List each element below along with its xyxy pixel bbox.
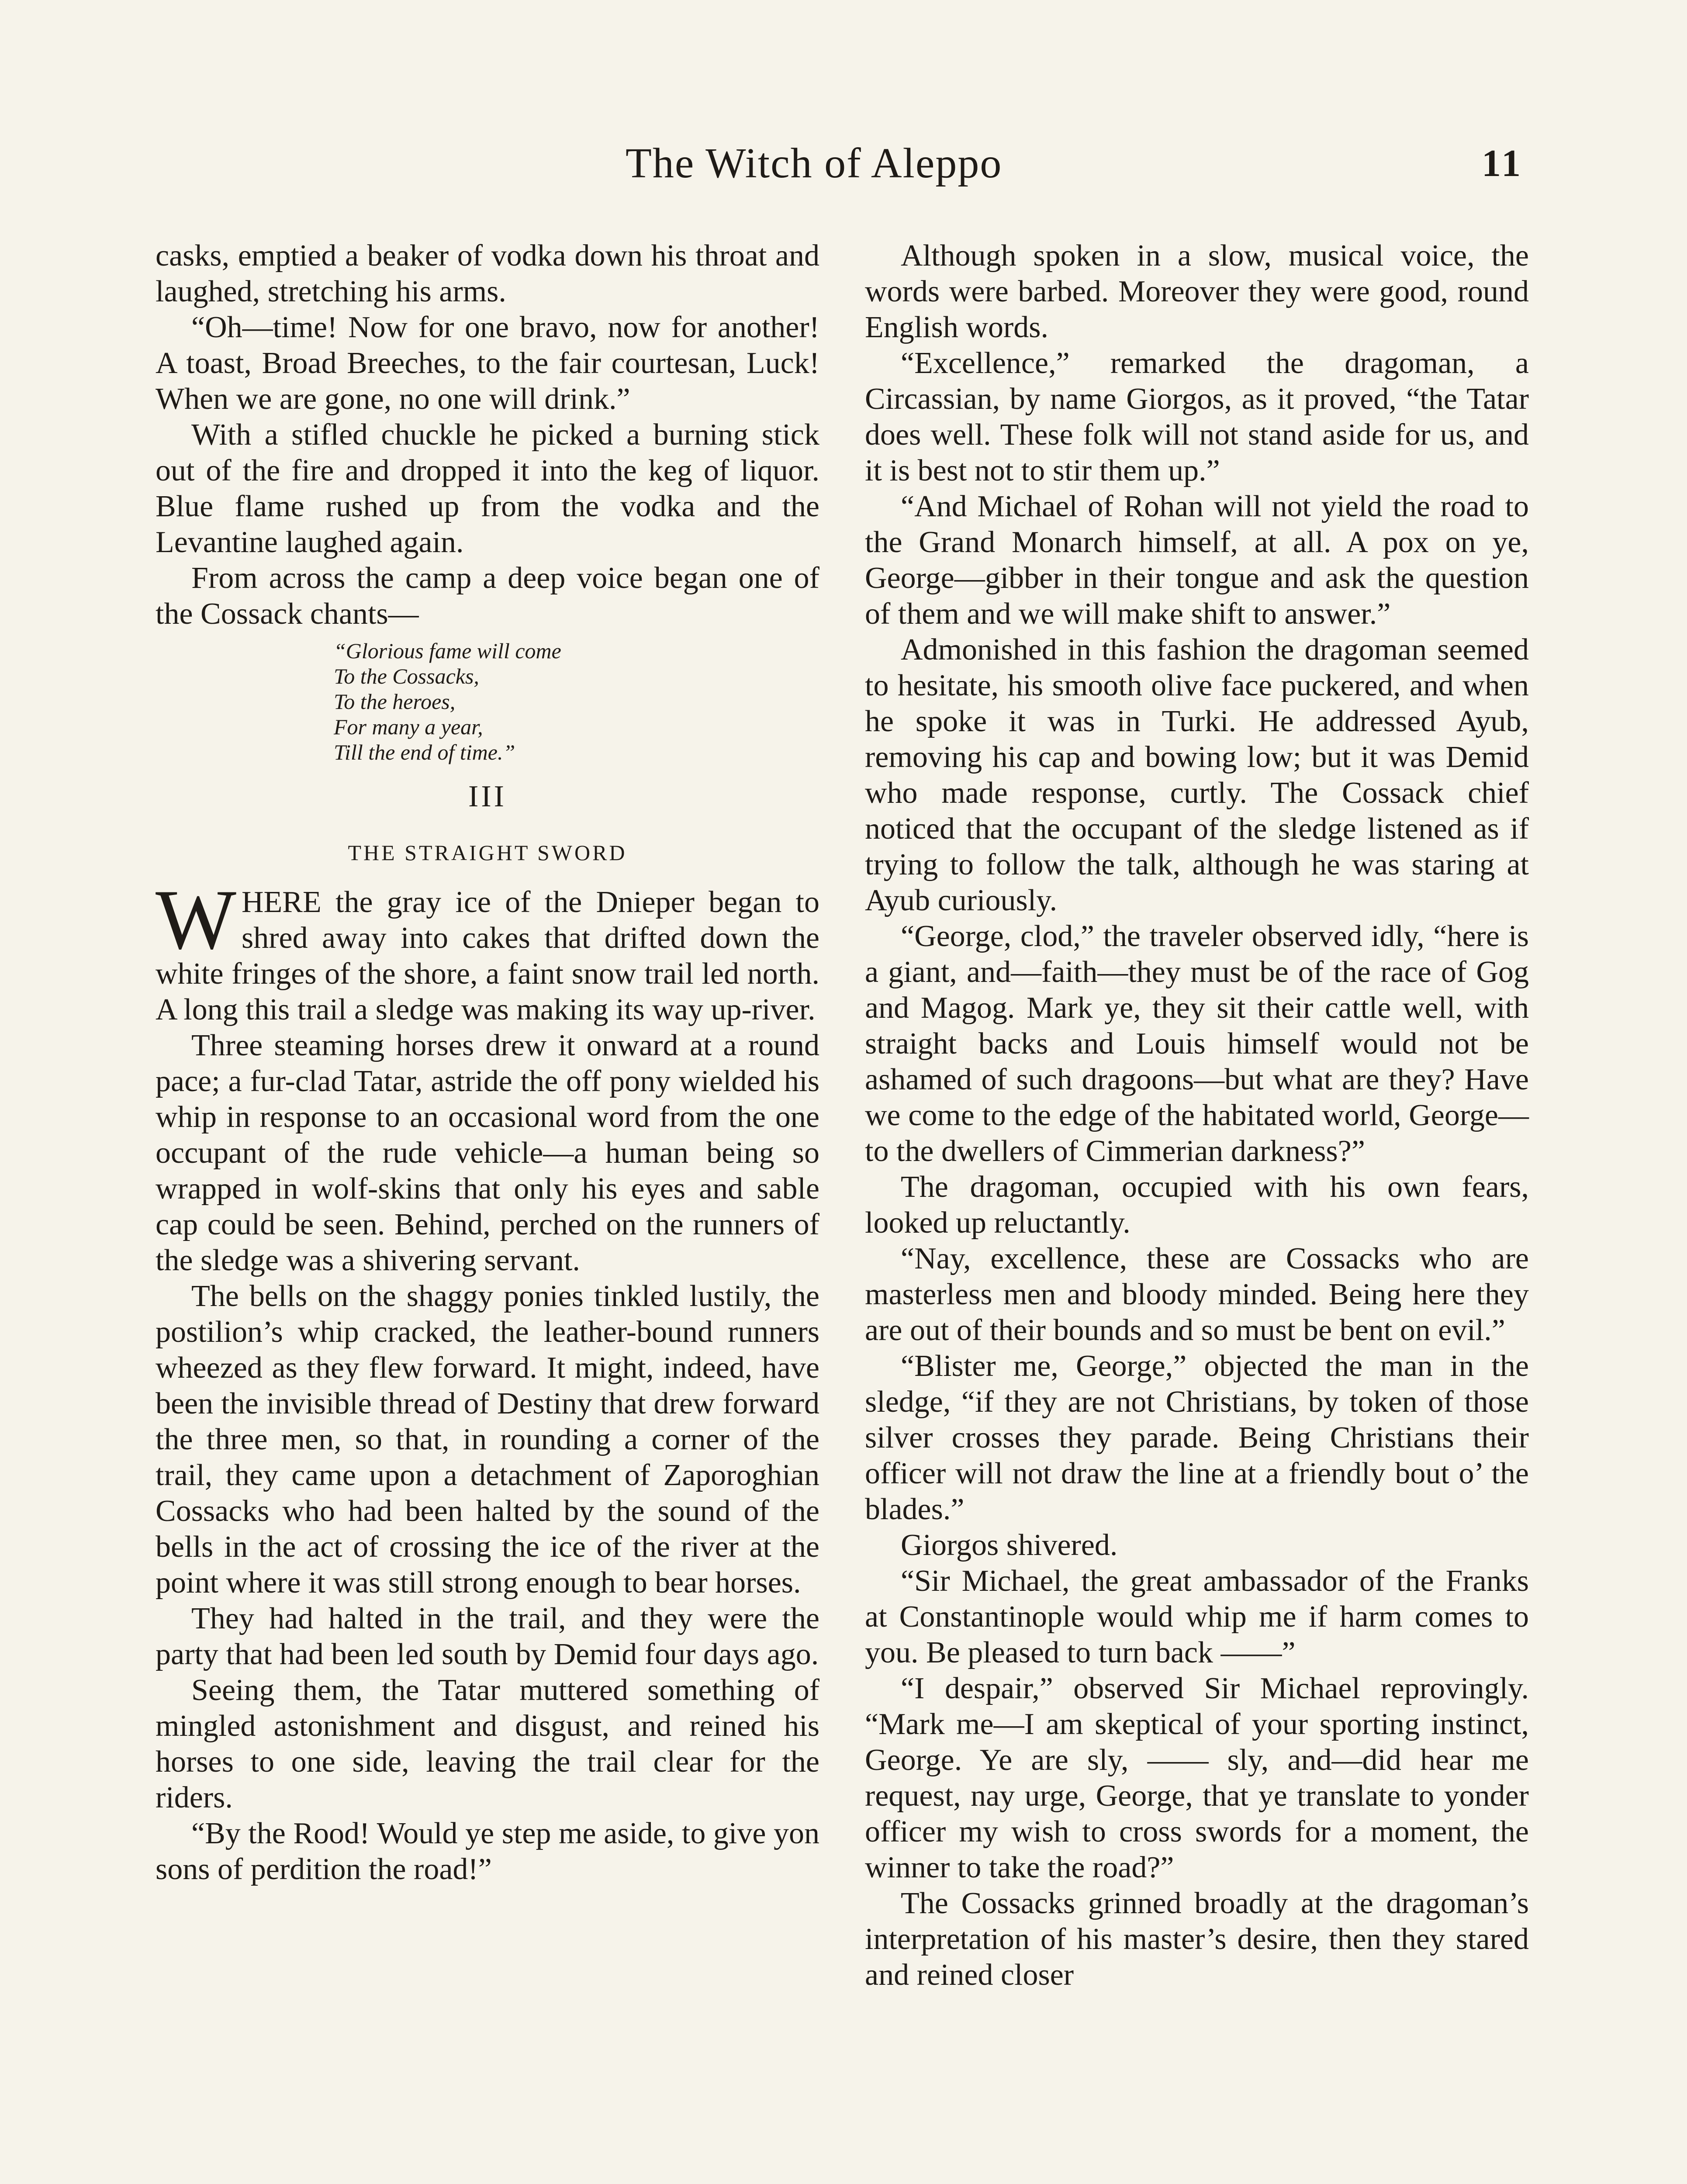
paragraph: “By the Rood! Would ye step me aside, to give yon sons of perdition the road!” xyxy=(156,1817,819,1886)
paragraph: With a stifled chuckle he picked a burning stick out of the fire and dropped it into the keg of liquor. Blue flame rushed up from the vodka and the Levantine laughed again. xyxy=(156,418,819,559)
verse-line: Till the end of time.” xyxy=(334,740,515,764)
paragraph: “And Michael of Rohan will not yield the road to the Grand Monarch himself, at all. A pox on ye, George—gibber in their tongue and ask the question of them and we will make shift to answer.” xyxy=(865,490,1529,631)
verse-line: To the heroes, xyxy=(334,689,456,714)
paragraph-text: HERE the gray ice of the Dnieper began to shred away into cakes that drifted down the white fringes of the shore, a faint snow trail led north. A long this trail a sledge was making its way up-river. xyxy=(156,885,819,1026)
cossack-chant-verse xyxy=(334,638,819,765)
running-title: The Witch of Aleppo xyxy=(626,140,1003,187)
paragraph: The Cossacks grinned broadly at the dragoman’s interpretation of his master’s desire, then they stared and reined closer xyxy=(865,1887,1529,1992)
paragraph: They had halted in the trail, and they were the party that had been led south by Demid four days ago. xyxy=(156,1602,819,1671)
paragraph: “Nay, excellence, these are Cossacks who are masterless men and bloody minded. Being here they are out of their bounds and so must be bent on evil.” xyxy=(865,1242,1529,1347)
page-header xyxy=(0,139,1687,204)
paragraph: The bells on the shaggy ponies tinkled lustily, the postilion’s whip cracked, the leather-bound runners wheezed as they flew forward. It might, indeed, have been the invisible thread of Destiny that drew forward the three men, so that, in rounding a corner of the trail, they came upon a detachment of Zaporoghian Cossacks who had been halted by the sound of the bells in the act of crossing the ice of the river at the point where it was still strong enough to bear horses. xyxy=(156,1279,819,1600)
paragraph: “Blister me, George,” objected the man in the sledge, “if they are not Christians, by token of those silver crosses they parade. Being Christians their officer will not draw the line at a friendly bout o’ the blades.” xyxy=(865,1349,1529,1526)
paragraph: The dragoman, occupied with his own fears, looked up reluctantly. xyxy=(865,1170,1529,1240)
paragraph: Although spoken in a slow, musical voice, the words were barbed. Moreover they were good, round English words. xyxy=(865,239,1529,344)
paragraph: From across the camp a deep voice began one of the Cossack chants— xyxy=(156,561,819,631)
paragraph: casks, emptied a beaker of vodka down his throat and laughed, stretching his arms. xyxy=(156,239,819,308)
page-number: 11 xyxy=(1482,142,1524,185)
chapter-title: THE STRAIGHT SWORD xyxy=(348,840,627,865)
paragraph: “Sir Michael, the great ambassador of the Franks at Constantinople would whip me if harm comes to you. Be pleased to turn back ——” xyxy=(865,1564,1529,1669)
verse-line: For many a year, xyxy=(334,715,483,739)
paragraph: Seeing them, the Tatar muttered something of mingled astonishment and disgust, and reined his horses to one side, leaving the trail clear for the riders. xyxy=(156,1673,819,1814)
paragraph: Giorgos shivered. xyxy=(901,1528,1118,1562)
left-column xyxy=(156,238,819,1887)
paragraph: Three steaming horses drew it onward at a round pace; a fur-clad Tatar, astride the off pony wielded his whip in response to an occasional word from the one occupant of the rude vehicle—a human being so wrapped in wolf-skins that only his eyes and sable cap could be seen. Behind, perched on the runners of the sledge was a shivering servant. xyxy=(156,1029,819,1277)
paragraph: “Oh—time! Now for one bravo, now for another! A toast, Broad Breeches, to the fair courtesan, Luck! When we are gone, no one will drink.” xyxy=(156,311,819,416)
right-column xyxy=(865,238,1529,1993)
paragraph: “I despair,” observed Sir Michael reprovingly. “Mark me—I am skeptical of your sporting instinct, George. Ye are sly, —— sly, and—did hear me request, nay urge, George, that ye translate to yonder officer my wish to cross swords for a moment, the winner to take the road?” xyxy=(865,1672,1529,1884)
drop-cap: W xyxy=(156,872,236,967)
chapter-number: III xyxy=(468,780,507,813)
paragraph: “George, clod,” the traveler observed idly, “here is a giant, and—faith—they must be of the race of Gog and Magog. Mark ye, they sit their cattle well, with straight backs and Louis himself would not be ashamed of such dragoons—but what are they? Have we come to the edge of the habitated world, George—to the dwellers of Cimmerian darkness?” xyxy=(865,919,1529,1168)
paragraph: Admonished in this fashion the dragoman seemed to hesitate, his smooth olive face puckered, and when he spoke it was in Turki. He addressed Ayub, removing his cap and bowing low; but it was Demid who made response, curtly. The Cossack chief noticed that the occupant of the sledge listened as if trying to follow the talk, although he was staring at Ayub curiously. xyxy=(865,633,1529,917)
paragraph: “Excellence,” remarked the dragoman, a Circassian, by name Giorgos, as it proved, “the Tatar does well. These folk will not stand aside for us, and it is best not to stir them up.” xyxy=(865,346,1529,487)
paragraph-with-drop-cap xyxy=(156,872,819,1028)
verse-line: To the Cossacks, xyxy=(334,664,479,688)
verse-line: “Glorious fame will come xyxy=(334,639,561,663)
